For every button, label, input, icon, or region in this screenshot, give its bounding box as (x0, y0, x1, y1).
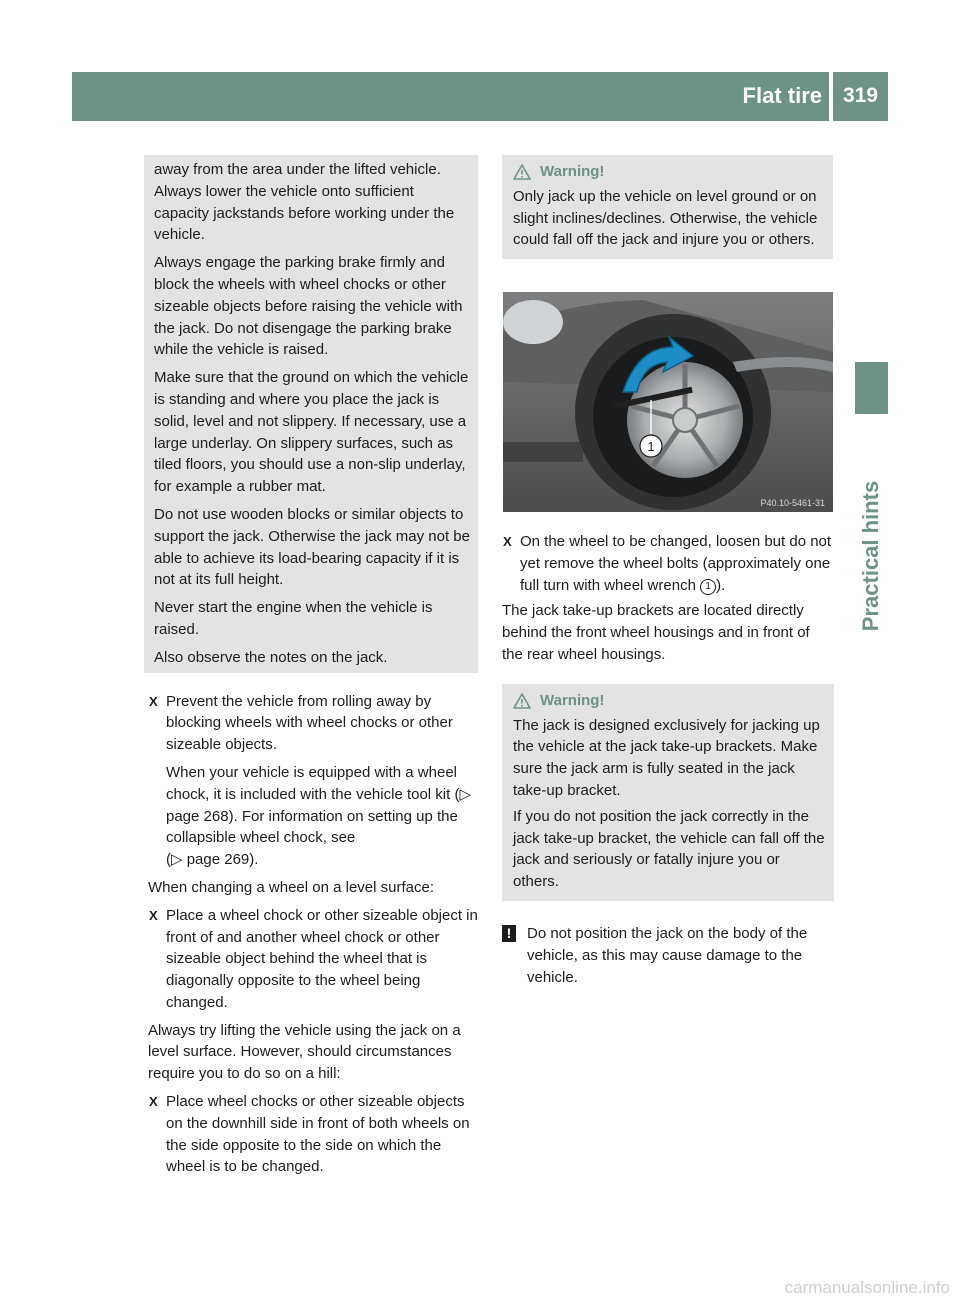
callout-number: 1 (700, 579, 716, 595)
step-text: Place wheel chocks or other sizeable objects on the downhill side in front of both wheels on the side opposite to the side on which the wheel is to be changed. (166, 1093, 470, 1176)
note-text: Do not position the jack on the body of the vehicle, as this may cause damage to the vehicle. (527, 924, 808, 986)
right-column (502, 155, 833, 259)
page-number: 319 (842, 84, 879, 107)
step-marker: X (503, 534, 512, 549)
figure-id: P40.10-5461-31 (760, 498, 825, 508)
step-marker: X (149, 693, 158, 709)
warning-text: away from the area under the lifted vehicle. Always lower the vehicle onto sufficient capacity jackstands before working under the vehicle. (154, 161, 455, 244)
step-text: Place a wheel chock or other sizeable object in front of and another wheel chock or other sizeable object behind the wheel that is diagonally opposite to the wheel being changed. (166, 906, 478, 1011)
warning-title: Warning! (513, 161, 825, 183)
footer-watermark: carmanualsonline.info (784, 1278, 950, 1297)
side-tab-label: Practical hints (858, 480, 883, 632)
figure-callout: 1 (647, 439, 655, 454)
warning-box (502, 684, 834, 901)
body-paragraph: When changing a wheel on a level surface: (148, 878, 435, 896)
page-ref-arrow-icon: ▷ (171, 851, 183, 869)
warning-text: If you do not position the jack correctly in the jack take-up bracket, the vehicle can fall off the jack and seriously or fatally injure you or others. (513, 807, 825, 891)
warning-box (502, 155, 833, 259)
warning-text: Do not use wooden blocks or similar objects to support the jack. Otherwise the jack may not be able to achieve its load-bearing capacity if it is not at its full height. (154, 505, 470, 589)
warning-title: Warning! (513, 690, 826, 712)
section-title: Flat tire (742, 83, 822, 108)
left-column (148, 155, 480, 1184)
page-ref-arrow-icon: ▷ (459, 785, 472, 803)
right-column-lower (502, 531, 834, 988)
step-marker: X (149, 907, 158, 923)
step-text: On the wheel to be changed, loosen but do not yet remove the wheel bolts (approximately one full turn with wheel wrench 1 ). (520, 533, 832, 594)
warning-text: Only jack up the vehicle on level ground or on slight inclines/declines. Otherwise, the vehicle could fall off the jack and injure you or others. (513, 187, 818, 249)
step-marker: X (149, 1094, 158, 1110)
step-subtext: When your vehicle is equipped with a wheel chock, it is included with the vehicle tool kit (▷ page 268). For information on setting up the collapsible wheel chock, see (▷ page 269). (166, 763, 472, 869)
instruction-step (502, 531, 834, 596)
wheel-photo (503, 292, 833, 512)
exclamation-icon: ! (502, 925, 516, 942)
body-paragraph: The jack take-up brackets are located directly behind the front wheel housings and in front of the rear wheel housings. (502, 602, 810, 663)
damage-note (502, 923, 834, 988)
step-text: Prevent the vehicle from rolling away by blocking wheels with wheel chocks or other sizeable objects. (166, 692, 453, 754)
warning-text: Never start the engine when the vehicle is raised. (154, 599, 433, 638)
instruction-step (148, 691, 480, 871)
warning-triangle-icon (513, 693, 531, 709)
warning-triangle-icon (513, 164, 531, 180)
warning-continuation-box (144, 155, 478, 673)
body-paragraph: Always try lifting the vehicle using the jack on a level surface. However, should circumstances require you to do so on a hill: (148, 1021, 461, 1083)
warning-text: Make sure that the ground on which the vehicle is standing and where you place the jack is solid, level and not slippery. If necessary, use a large underlay. On slippery surfaces, such as tiled floors, you should use a non-slip underlay, for example a rubber mat. (154, 369, 469, 496)
warning-text: Always engage the parking brake firmly and block the wheels with wheel chocks or other sizeable objects before raising the vehicle with the jack. Do not disengage the parking brake while the vehicle is raised. (154, 254, 463, 359)
instruction-step (148, 1091, 480, 1178)
wheel-illustration (503, 292, 833, 512)
warning-text: The jack is designed exclusively for jacking up the vehicle at the jack take-up brackets. Make sure the jack arm is fully seated in the jack take-up bracket. (513, 716, 820, 799)
warning-text: Also observe the notes on the jack. (154, 648, 388, 666)
instruction-step (148, 905, 480, 1014)
